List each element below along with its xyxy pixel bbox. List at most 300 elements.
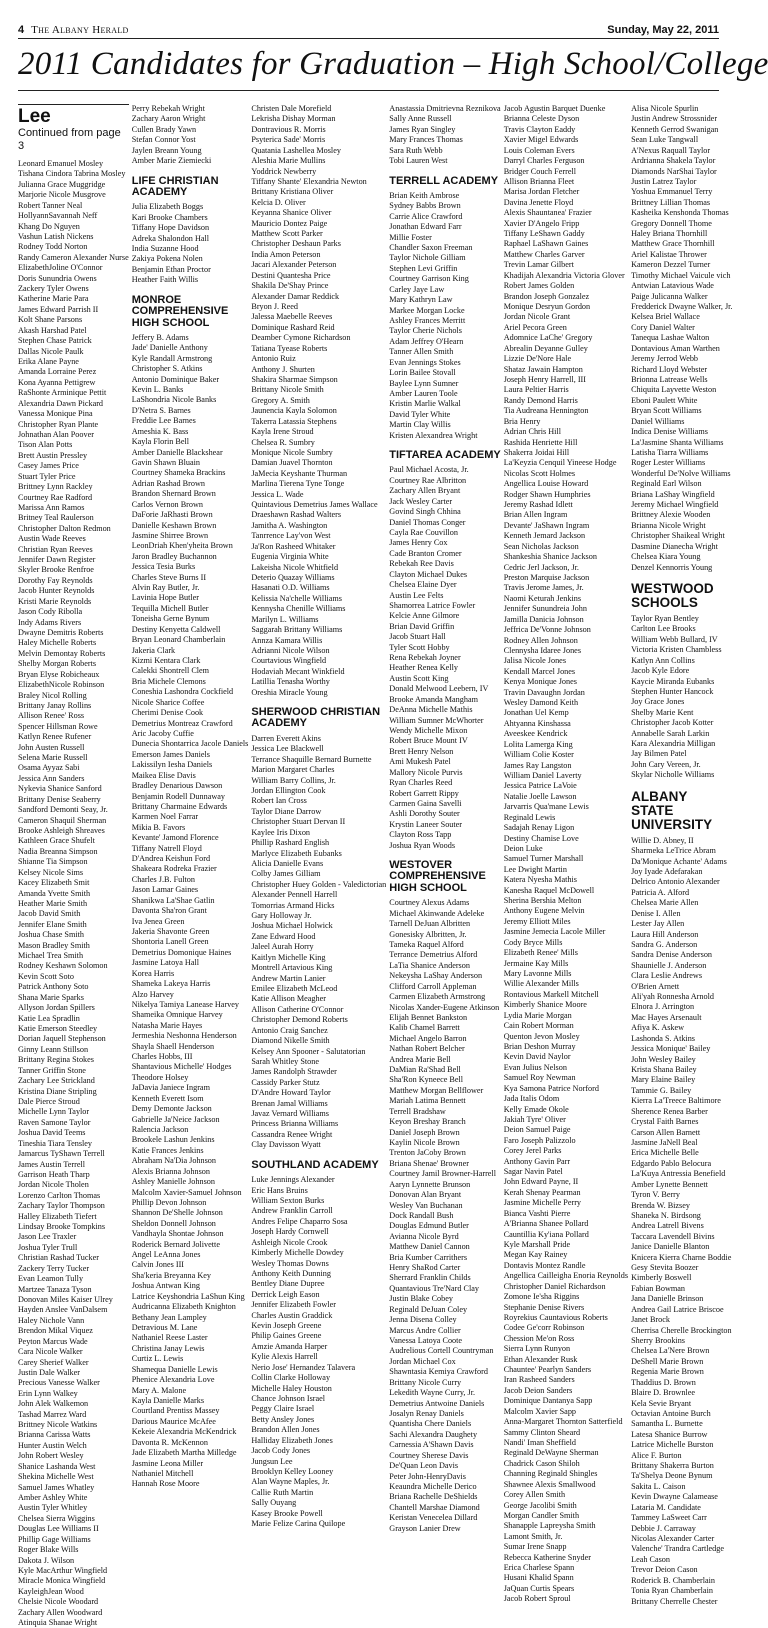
graduate-name: Kristina Diane Stripling	[18, 1086, 97, 1096]
graduate-name: Christina Janay Lewis	[131, 1343, 205, 1353]
graduate-name: Courtland Prentiss Massey	[131, 1406, 220, 1416]
graduate-name: Leonard Emanuel Mosley	[18, 159, 104, 168]
graduate-name: Adreka Shalondon Hall	[131, 233, 210, 243]
graduate-name: Octavian Antoine Burch	[631, 1408, 711, 1418]
graduate-name: Patricia A. Alford	[631, 887, 690, 897]
graduate-name: Kylie Alexis Harrell	[251, 1352, 318, 1362]
graduate-name: Alicia Danielle Evans	[251, 858, 324, 868]
graduate-name: Chauntee' Pearlyn Sanders	[503, 1365, 592, 1375]
graduate-name: Rontavious Markell Mitchell	[503, 989, 599, 999]
graduate-name: Denzel Kennorris Young	[631, 562, 713, 572]
graduate-name: Kolt Shane Parsons	[18, 315, 83, 325]
graduate-name: Joy Iyade Adefarakan	[631, 867, 703, 876]
graduate-name: Dorian Jaquell Stephenson	[18, 1034, 106, 1044]
graduate-name: Thaddius D. Brown	[631, 1377, 696, 1387]
graduate-name: Brian Deshon Murray	[503, 1041, 576, 1051]
graduate-name: Quantavious Tre'Nard Clay	[389, 1283, 479, 1293]
graduate-name: Elnora J. Arrington	[631, 1002, 695, 1012]
graduate-name: Precious Vanesse Walker	[18, 1378, 100, 1388]
graduate-name: Josalyn Renay Daniels	[389, 1408, 464, 1418]
graduate-name: Sha'keria Breyanna Key	[131, 1270, 211, 1280]
graduate-name: Alan Wayne Maples, Jr.	[251, 1477, 330, 1487]
graduate-name: Cherimi Denise Cook	[131, 708, 204, 718]
graduate-name: Sumar Irene Snapp	[503, 1542, 567, 1552]
graduate-name: Hodaviah Mecant Winkfield	[251, 666, 345, 676]
graduate-name: Stephen Levi Griffin	[389, 263, 458, 273]
graduate-name: Lester Jay Allen	[631, 919, 685, 929]
graduate-name: Carnessia A'Shawn Davis	[389, 1440, 474, 1450]
graduate-name: Shelby Morgan Roberts	[18, 659, 97, 669]
graduate-name: Roger Lester Williams	[631, 458, 706, 468]
graduate-name: Joy Grace Jones	[631, 697, 685, 707]
graduate-name: Alvin Ray Butler, Jr.	[131, 583, 200, 593]
graduate-name: Timothy Michael Vaicule vich	[631, 270, 731, 280]
graduate-name: Elizabeth Renee' Mills	[503, 948, 578, 958]
graduate-name: Latillia Tenasha Worthy	[251, 677, 330, 687]
graduate-name: Kasey Brooke Powell	[251, 1508, 323, 1518]
graduate-name: Jessica Monique' Bailey	[631, 1044, 711, 1054]
graduate-name: Calvin Jones III	[131, 1260, 185, 1270]
graduate-name: Indy Adams Rivers	[18, 617, 82, 627]
graduate-name: Kevin L. Banks	[131, 385, 184, 395]
graduate-name: Alisa Nicole Spurlin	[631, 104, 699, 113]
graduate-name: Wesley Damond Keith	[503, 698, 579, 708]
graduate-name: Jermaine Kay Mills	[503, 958, 569, 968]
column-5	[504, 104, 628, 1628]
graduate-name: Chelsea R. Sumbry	[251, 437, 315, 447]
page-title: 2011 Candidates for Graduation – High School/College	[18, 46, 768, 82]
graduate-name: Kelsey Nicole Sims	[18, 867, 84, 877]
graduate-name: Monique Nicole Sumbry	[251, 447, 333, 457]
graduate-name: Louis Coleman Evers	[503, 145, 575, 155]
graduate-name: Quintavious Demetrius James Wallace	[251, 500, 378, 510]
graduate-name: Katlyn Ann Collins	[631, 655, 695, 665]
graduate-name: Paige Julicanna Walker	[631, 291, 708, 301]
graduate-name: Lamont Smith, Jr.	[503, 1531, 563, 1541]
graduate-name: Brandon Shernard Brown	[131, 489, 216, 499]
graduate-name: David Tyler White	[389, 409, 451, 419]
graduate-name: Brittany Denise Seaberry	[18, 794, 101, 804]
graduate-name: Skylar Nicholle Williams	[631, 770, 715, 780]
graduate-name: Courtney Shameka Brackins	[131, 468, 226, 478]
graduate-name: Erica Charlese Spann	[503, 1563, 575, 1573]
school-name: TERRELL ACADEMY	[389, 174, 499, 187]
graduate-name: Govind Singh Chhina	[389, 507, 461, 517]
graduate-name: Sachi Alexandra Daughety	[389, 1429, 478, 1439]
graduate-name: Markee Morgan Locke	[389, 305, 465, 315]
graduate-name: Lorenzo Carlton Thomas	[18, 1190, 101, 1200]
graduate-name: Travin Davaughn Jordan	[503, 687, 585, 697]
graduate-name: Matthew Scott Parker	[251, 229, 323, 239]
graduate-name: Marion Margaret Charles	[251, 765, 335, 775]
graduate-name: Angellica Louise Howard	[503, 479, 589, 489]
graduate-name: Katlyn Renee Rufener	[18, 732, 92, 742]
graduate-name: Donovan Alan Bryant	[389, 1190, 462, 1200]
graduate-name: DaMian Ra'Shad Bell	[389, 1065, 461, 1075]
graduate-name: Sean Luke Tangwall	[631, 135, 699, 145]
graduate-name: Robert Tanner Neal	[18, 200, 83, 210]
graduate-name: Iva Jenea Green	[131, 916, 185, 926]
graduate-name: Sydney Babbs Brown	[389, 201, 461, 211]
graduate-name: Mary Kathryn Law	[389, 295, 453, 305]
graduate-name: Jacob Agustin Barquet Duenke	[503, 104, 606, 113]
graduate-name: Phillip Gage Williams	[18, 1534, 91, 1544]
graduate-name: Jeremy Rashad Idlett	[503, 500, 573, 510]
graduate-name: Michael Akinwande Adeleke	[389, 908, 485, 918]
graduate-name: Sammy Clinton Sheard	[503, 1427, 581, 1437]
graduate-name: Amanda Lorraine Perez	[18, 367, 97, 377]
graduate-name: Robert Bruce Mount IV	[389, 736, 468, 746]
graduate-name: Alzo Harvey	[131, 989, 174, 999]
graduate-name: Tiffany LeShawn Gaddy	[503, 229, 585, 239]
graduate-name: Dwayne Demitris Roberts	[18, 627, 104, 637]
graduate-name: Stuart Tyler Price	[18, 471, 76, 481]
graduate-name: Deion Samuel Paige	[503, 1125, 571, 1135]
graduate-name: Collin Clarke Holloway	[251, 1373, 331, 1383]
school-name: ALBANY STATE UNIVERSITY	[631, 788, 713, 832]
graduate-name: Kimberly Michelle Dowdey	[251, 1248, 344, 1258]
graduate-name: Jordan Nicole Grant	[503, 312, 571, 322]
graduate-name: Courtney Jamil Browner-Harrell	[389, 1169, 496, 1179]
graduate-name: Tammie G. Bailey	[631, 1085, 692, 1095]
graduate-name: Benjamin Ethan Proctor	[131, 264, 211, 274]
graduate-name: Crystal Faith Barnes	[631, 1117, 699, 1127]
graduate-name: Nathan Robert Belcher	[389, 1044, 465, 1054]
graduate-name: Demetrius Domonique Haines	[131, 947, 232, 957]
graduate-name: Britney Teal Raulerson	[18, 513, 94, 523]
graduate-name: Mary A. Malone	[131, 1385, 187, 1395]
graduate-name: Jessica Lee Blackwell	[251, 744, 324, 754]
graduate-name: William Colie Koster	[503, 750, 574, 760]
graduate-name: Peyton Marcus Wade	[18, 1336, 88, 1346]
graduate-name: Jack Wesley Carter	[389, 496, 453, 506]
graduate-name: Christopher Dalton Redmon	[18, 523, 111, 533]
graduate-name: Brian Keith Ambrose	[389, 190, 460, 200]
graduate-name: Douglas Edmund Butler	[389, 1221, 469, 1231]
graduate-name: Trevin Lamar Gilbert	[503, 260, 574, 270]
graduate-name: Nekeysha LaShay Anderson	[389, 971, 483, 981]
graduate-name: Mary Lavonne Mills	[503, 969, 572, 979]
graduate-name: Roderick B. Chamberlain	[631, 1575, 715, 1585]
graduate-name: D'Netra S. Barnes	[131, 405, 191, 415]
graduate-name: Marjorie Nicole Musgrove	[18, 190, 106, 200]
graduate-name: Eboni Paulett White	[631, 395, 698, 405]
school-name: WESTOVER COMPREHENSIVE HIGH SCHOOL	[389, 859, 486, 894]
graduate-name: Rodney Todd Norton	[18, 242, 88, 252]
graduate-name: Dunecia Shontarrica Jacole Daniels	[131, 739, 249, 749]
school-heading	[251, 1160, 386, 1171]
graduate-name: Jacari Alexander Peterson	[251, 260, 337, 270]
graduate-name: Nikelya Tamiya Lanease Harvey	[131, 999, 239, 1009]
graduate-name: Shameka Lakeya Harris	[131, 979, 211, 989]
graduate-name: Shanapple Lapreysha Smith	[503, 1521, 596, 1531]
graduate-name: Jacob Robert Sproul	[503, 1594, 571, 1604]
graduate-name: Jasmine JaNell Beal	[631, 1137, 698, 1147]
graduate-name: Leah Cason	[631, 1554, 670, 1564]
graduate-name: Jennifer Elane Smith	[18, 919, 87, 929]
graduate-name: Evan Jennings Stokes	[389, 357, 461, 367]
graduate-name: Bethany Jean Lampley	[131, 1312, 207, 1322]
graduate-name: ElizabethNicole Robinson	[18, 680, 105, 690]
graduate-name: Shamequa Danielle Lewis	[131, 1364, 218, 1374]
graduate-name: Cain Robert Morman	[503, 1021, 574, 1031]
graduate-name: Jacob David Smith	[18, 909, 81, 919]
graduate-name: Erica Michelle Belle	[631, 1148, 699, 1158]
graduate-name: Rodger Shawn Humphries	[503, 489, 591, 499]
graduate-name: Carey Sherief Walker	[18, 1357, 89, 1367]
graduate-name: Hannah Rose Moore	[131, 1479, 200, 1489]
school-heading	[251, 707, 386, 730]
graduate-name: Julia Elizabeth Boggs	[131, 202, 204, 212]
graduate-name: Phenice Alexandria Love	[131, 1375, 215, 1385]
graduate-name: Tyron V. Berry	[631, 1190, 681, 1200]
graduate-name: Draeshawn Rashad Walters	[251, 510, 342, 520]
graduate-name: Jacob Hunter Reynolds	[18, 586, 95, 596]
graduate-name: Shataz Jawain Hampton	[503, 364, 583, 374]
graduate-name: Hayden Anslee VanDalsem	[18, 1305, 108, 1315]
graduate-name: Jada Italis Odom	[503, 1094, 560, 1104]
graduate-name: Sheldon Donnell Johnson	[131, 1218, 216, 1228]
graduate-name: Nicolas Scott Holmes	[503, 468, 576, 478]
graduate-name: Skyler Brooke Renfroe	[18, 565, 94, 575]
graduate-name: Kimberly Boswell	[631, 1273, 692, 1283]
graduate-name: Sandra Denise Anderson	[631, 950, 713, 960]
graduate-name: Andrea Gail Latrice Briscoe	[631, 1304, 724, 1314]
graduate-name: Kya Samona Patrice Norford	[503, 1083, 599, 1093]
graduate-name: Lizzie De'Nore Hale	[503, 354, 572, 364]
graduate-name: Kendall Marcel Jones	[503, 666, 576, 676]
graduate-name: Brittany Nicole Curry	[389, 1377, 462, 1387]
graduate-name: Fredderick Dwayne Walker, Jr.	[631, 302, 733, 312]
graduate-name: Kanesha Raquel McDowell	[503, 885, 595, 895]
graduate-name: Reginald Lewis	[503, 812, 556, 822]
graduate-name: Sharmeka LeTrice Abram	[631, 846, 716, 856]
graduate-name: John Wesley Bailey	[631, 1054, 696, 1064]
graduate-name: Jeffrica De'Vonne Johnson	[503, 625, 591, 635]
graduate-name: Garrison Heath Tharp	[18, 1169, 90, 1179]
graduate-name: Victoria Kristen Chambless	[631, 645, 722, 655]
graduate-name: Jakiah Tyre' Oliver	[503, 1114, 566, 1124]
graduate-name: JaQuan Curtis Spears	[503, 1583, 575, 1593]
graduate-name: Jade Elizabeth Martha Milledge	[131, 1448, 237, 1458]
graduate-name: Shawnee Alexis Smallwood	[503, 1479, 596, 1489]
graduate-name: Kristin Marlie Walkal	[389, 399, 461, 409]
graduate-name: Haley Briana Thornhill	[631, 229, 708, 239]
graduate-name: Gavin Shawn Bluain	[131, 458, 200, 467]
graduate-name: John Austen Russell	[18, 742, 85, 752]
graduate-name: Nicolas Alexander Carter	[631, 1534, 715, 1543]
graduate-name: Adomnice LaChe' Gregory	[503, 333, 593, 343]
graduate-name: Martin Clay Willis	[389, 420, 451, 430]
graduate-name: Perry Rebekah Wright	[131, 104, 205, 113]
graduate-name: Monique Desryun Gordon	[503, 302, 591, 312]
graduate-name: Natalie Joelle Lawson	[503, 791, 577, 801]
graduate-name: Kyle Marshall Pride	[503, 1239, 571, 1249]
graduate-name: William Barry Collins, Jr.	[251, 775, 336, 785]
graduate-name: Lekrisha Dishay Morman	[251, 114, 336, 124]
graduate-name: Katie Allison Meagher	[251, 994, 326, 1004]
graduate-name: Courtney Sherese Davis	[389, 1450, 469, 1460]
graduate-name: Joshua Ryan Woods	[389, 840, 456, 850]
graduate-name: DaForie JaRhasti Brown	[131, 510, 213, 520]
graduate-name: Donald Melwood Leebern, IV	[389, 684, 489, 694]
graduate-name: Tishana Cindora Tabrina Mosley	[18, 169, 126, 179]
graduate-name: Joshua Michael Holwick	[251, 921, 333, 931]
graduate-name: Amber Ashley White	[18, 1493, 88, 1502]
graduate-name: Damian Juavel Thornton	[251, 458, 333, 468]
issue-date: Sunday, May 22, 2011	[607, 24, 719, 36]
graduate-name: Tomorrias Armand Hicks	[251, 900, 335, 910]
graduate-name: Kelsea Briel Wallace	[631, 312, 700, 322]
graduate-name: Trevor Deion Cason	[631, 1565, 698, 1575]
graduate-name: Destiny Chamise Love	[503, 833, 579, 843]
graduate-name: Amzie Amanda Harper	[251, 1341, 328, 1351]
graduate-name: Travis Jerome James, Jr.	[503, 583, 584, 593]
graduate-name: Gregory A. Smith	[251, 395, 310, 405]
graduate-name: Diamond Nikelle Smith	[251, 1036, 330, 1046]
graduate-name: Tia Audreana Hennington	[503, 406, 589, 416]
graduate-name: Kela Sevie Bryant	[631, 1398, 692, 1408]
graduate-name: Willie D. Abney, II	[631, 835, 694, 845]
graduate-name: Carmen Gaina Savelli	[389, 798, 462, 808]
graduate-name: Ethan Alexander Rusk	[503, 1354, 578, 1364]
graduate-name: Michelle Haley Houston	[251, 1383, 332, 1393]
graduate-name: Mac Hayes Arsenault	[631, 1012, 702, 1022]
graduate-name: Kara Alexandria Milligan	[631, 739, 716, 749]
graduate-name: James Henry Cox	[389, 538, 448, 548]
graduate-name: Christian Rashad Tucker	[18, 1253, 99, 1263]
graduate-name: Samuel Roy Newman	[503, 1073, 576, 1083]
graduate-name: Tanner Allen Smith	[389, 347, 454, 357]
graduate-name: Jason Cody Ribolla	[18, 607, 83, 617]
graduate-name: LaShondria Nicole Banks	[131, 395, 217, 405]
graduate-name: Terrance Shaquille Bernard Burnette	[251, 754, 372, 764]
graduate-name: Kona Ayanna Pettigrew	[18, 377, 96, 387]
graduate-name: Carrie Alice Crawford	[389, 211, 463, 221]
graduate-name: Haley Michelle Roberts	[18, 638, 97, 648]
graduate-name: Erika Alane Payne	[18, 357, 79, 367]
graduate-name: Courtney Rae Albritton	[389, 475, 467, 485]
graduate-name: John Cary Vereen, Jr.	[631, 759, 701, 769]
graduate-name: Da'Monique Achante' Adams	[631, 856, 727, 866]
graduate-name: Heather Marie Smith	[18, 898, 88, 908]
graduate-name: Roger Blake Wills	[18, 1545, 79, 1555]
graduate-name: Robert Ian Cross	[251, 796, 307, 806]
graduate-name: William Sumner McWhorter	[389, 715, 484, 725]
graduate-name: Kelcie Anne Gilmore	[389, 611, 460, 621]
graduate-name: Chelsea Kiara Young	[631, 552, 701, 562]
graduate-name: Korea Harris	[131, 968, 175, 978]
graduate-name: Kevin Scott Soto	[18, 971, 74, 981]
graduate-name: Ali'yah Ronnesha Arnold	[631, 992, 714, 1002]
graduate-name: Lee Dwight Martin	[503, 864, 567, 874]
graduate-name: Danielle Keshawn Brown	[131, 520, 217, 530]
graduate-name: Brittany Charmaine Edwards	[131, 801, 228, 811]
graduate-name: Brett Henry Nelson	[389, 746, 454, 756]
graduate-name: KayleighJean Wood	[18, 1586, 84, 1596]
graduate-name: Brian Allen Ingram	[503, 510, 568, 520]
graduate-name: Millie Foster	[389, 232, 432, 242]
graduate-name: George Jacolibi Smith	[503, 1500, 577, 1510]
graduate-name: Kristi Marie Reynolds	[18, 596, 92, 606]
graduate-name: Lakeisha Nicole Whitfield	[251, 562, 339, 572]
graduate-name: Tanner Griffin Stone	[18, 1065, 86, 1075]
graduate-name: Malcolm Xavier Sapp	[503, 1406, 577, 1416]
graduate-name: Montrell Artavious King	[251, 963, 333, 973]
graduate-name: Stephanie Denise Rivers	[503, 1302, 585, 1312]
graduate-name: Samuel Turner Marshall	[503, 854, 584, 864]
graduate-name: Channing Reginald Shingles	[503, 1469, 598, 1479]
graduate-name: Destiny Kenyetta Caldwell	[131, 624, 221, 634]
graduate-name: James Ryan Singley	[389, 124, 456, 134]
graduate-name: Betty Ansley Jones	[251, 1414, 315, 1424]
graduate-name: Matthew Grace Thornhill	[631, 239, 715, 249]
graduate-name: Jordan Nicole Tholen	[18, 1180, 89, 1190]
graduate-name: Sally Ouyang	[251, 1498, 297, 1508]
graduate-name: Luke Jennings Alexander	[251, 1175, 335, 1185]
graduate-name: Wendy Michelle Mixon	[389, 726, 468, 736]
graduate-name: Royrekius Cauntavious Roberts	[503, 1312, 608, 1322]
graduate-name: Shamorrea Latrice Fowler	[389, 600, 476, 610]
graduate-name: Tobi Lauren West	[389, 156, 448, 166]
graduate-name: Evan Julius Nelson	[503, 1062, 567, 1072]
graduate-name: Cara Nicole Walker	[18, 1347, 83, 1357]
graduate-name: Atinquia Shanae Wright	[18, 1618, 98, 1628]
graduate-name: Kayla Danielle Marks	[131, 1395, 205, 1405]
graduate-name: Katherine Marie Para	[18, 294, 89, 304]
graduate-name: Jason Lee Traxler	[18, 1232, 77, 1242]
graduate-name: De'Quan Leon Davis	[389, 1461, 459, 1471]
school-name: TIFTAREA ACADEMY	[389, 449, 501, 462]
school-heading	[631, 790, 732, 832]
graduate-name: Nicole Sharice Coffee	[131, 697, 205, 707]
graduate-name: Nicolas Xander-Eugene Atkinson	[389, 1002, 500, 1012]
graduate-name: Rebecca Katherine Snyder	[503, 1552, 591, 1562]
graduate-name: Kayla Florin Bell	[131, 437, 190, 447]
graduate-name: Antwian Latavious Wade	[631, 281, 714, 291]
school-heading	[389, 450, 500, 461]
graduate-name: Amber Lauren Toole	[389, 388, 458, 398]
graduate-name: Codee Ge'corr Robinson	[503, 1323, 585, 1333]
graduate-name: Zane Edward Hood	[251, 931, 316, 941]
graduate-name: Brett Austin Pressley	[18, 450, 88, 460]
graduate-name: Courtavious Wingfield	[251, 656, 327, 666]
graduate-name: Allison Catherine O'Connor	[251, 1004, 344, 1014]
graduate-name: Alexander Damar Reddick	[251, 291, 340, 301]
graduate-name: Kerah Shenay Pearman	[503, 1187, 581, 1197]
graduate-name: Avianna Nicole Byrd	[389, 1231, 459, 1241]
graduate-name: Sherina Bershia Melton	[503, 896, 582, 906]
graduate-name: Laura Hill Anderson	[631, 929, 699, 939]
graduate-name: Taylor Cherie Nichols	[389, 326, 462, 336]
graduate-name: A'Brianna Shanee Pollard	[503, 1219, 589, 1229]
graduate-name: Vandhayla Shontae Johnson	[131, 1229, 224, 1239]
graduate-name: Brendon Mikal Viquez	[18, 1326, 93, 1336]
graduate-name: Detravious M. Lane	[131, 1323, 198, 1333]
graduate-name: Shankeshia Shanice Jackson	[503, 552, 597, 562]
school-name: MONROE COMPREHENSIVE HIGH SCHOOL	[131, 293, 229, 329]
graduate-name: Allyson Jordan Spillers	[18, 1003, 95, 1013]
graduate-name: Dakota J. Wilson	[18, 1555, 75, 1565]
graduate-name: Jaunencia Kayla Solomon	[251, 406, 337, 416]
graduate-name: Darren Everett Akins	[251, 733, 321, 743]
graduate-name: Selena Marie Russell	[18, 753, 88, 763]
graduate-name: Reginald Earl Wilson	[631, 479, 702, 489]
graduate-name: William Daniel Laverty	[503, 771, 582, 780]
graduate-name: LaTia Shanice Anderson	[389, 960, 470, 970]
graduate-name: Javaz Vernard Williams	[251, 1109, 329, 1119]
graduate-name: Xavier D'Angelo Fripp	[503, 218, 580, 228]
